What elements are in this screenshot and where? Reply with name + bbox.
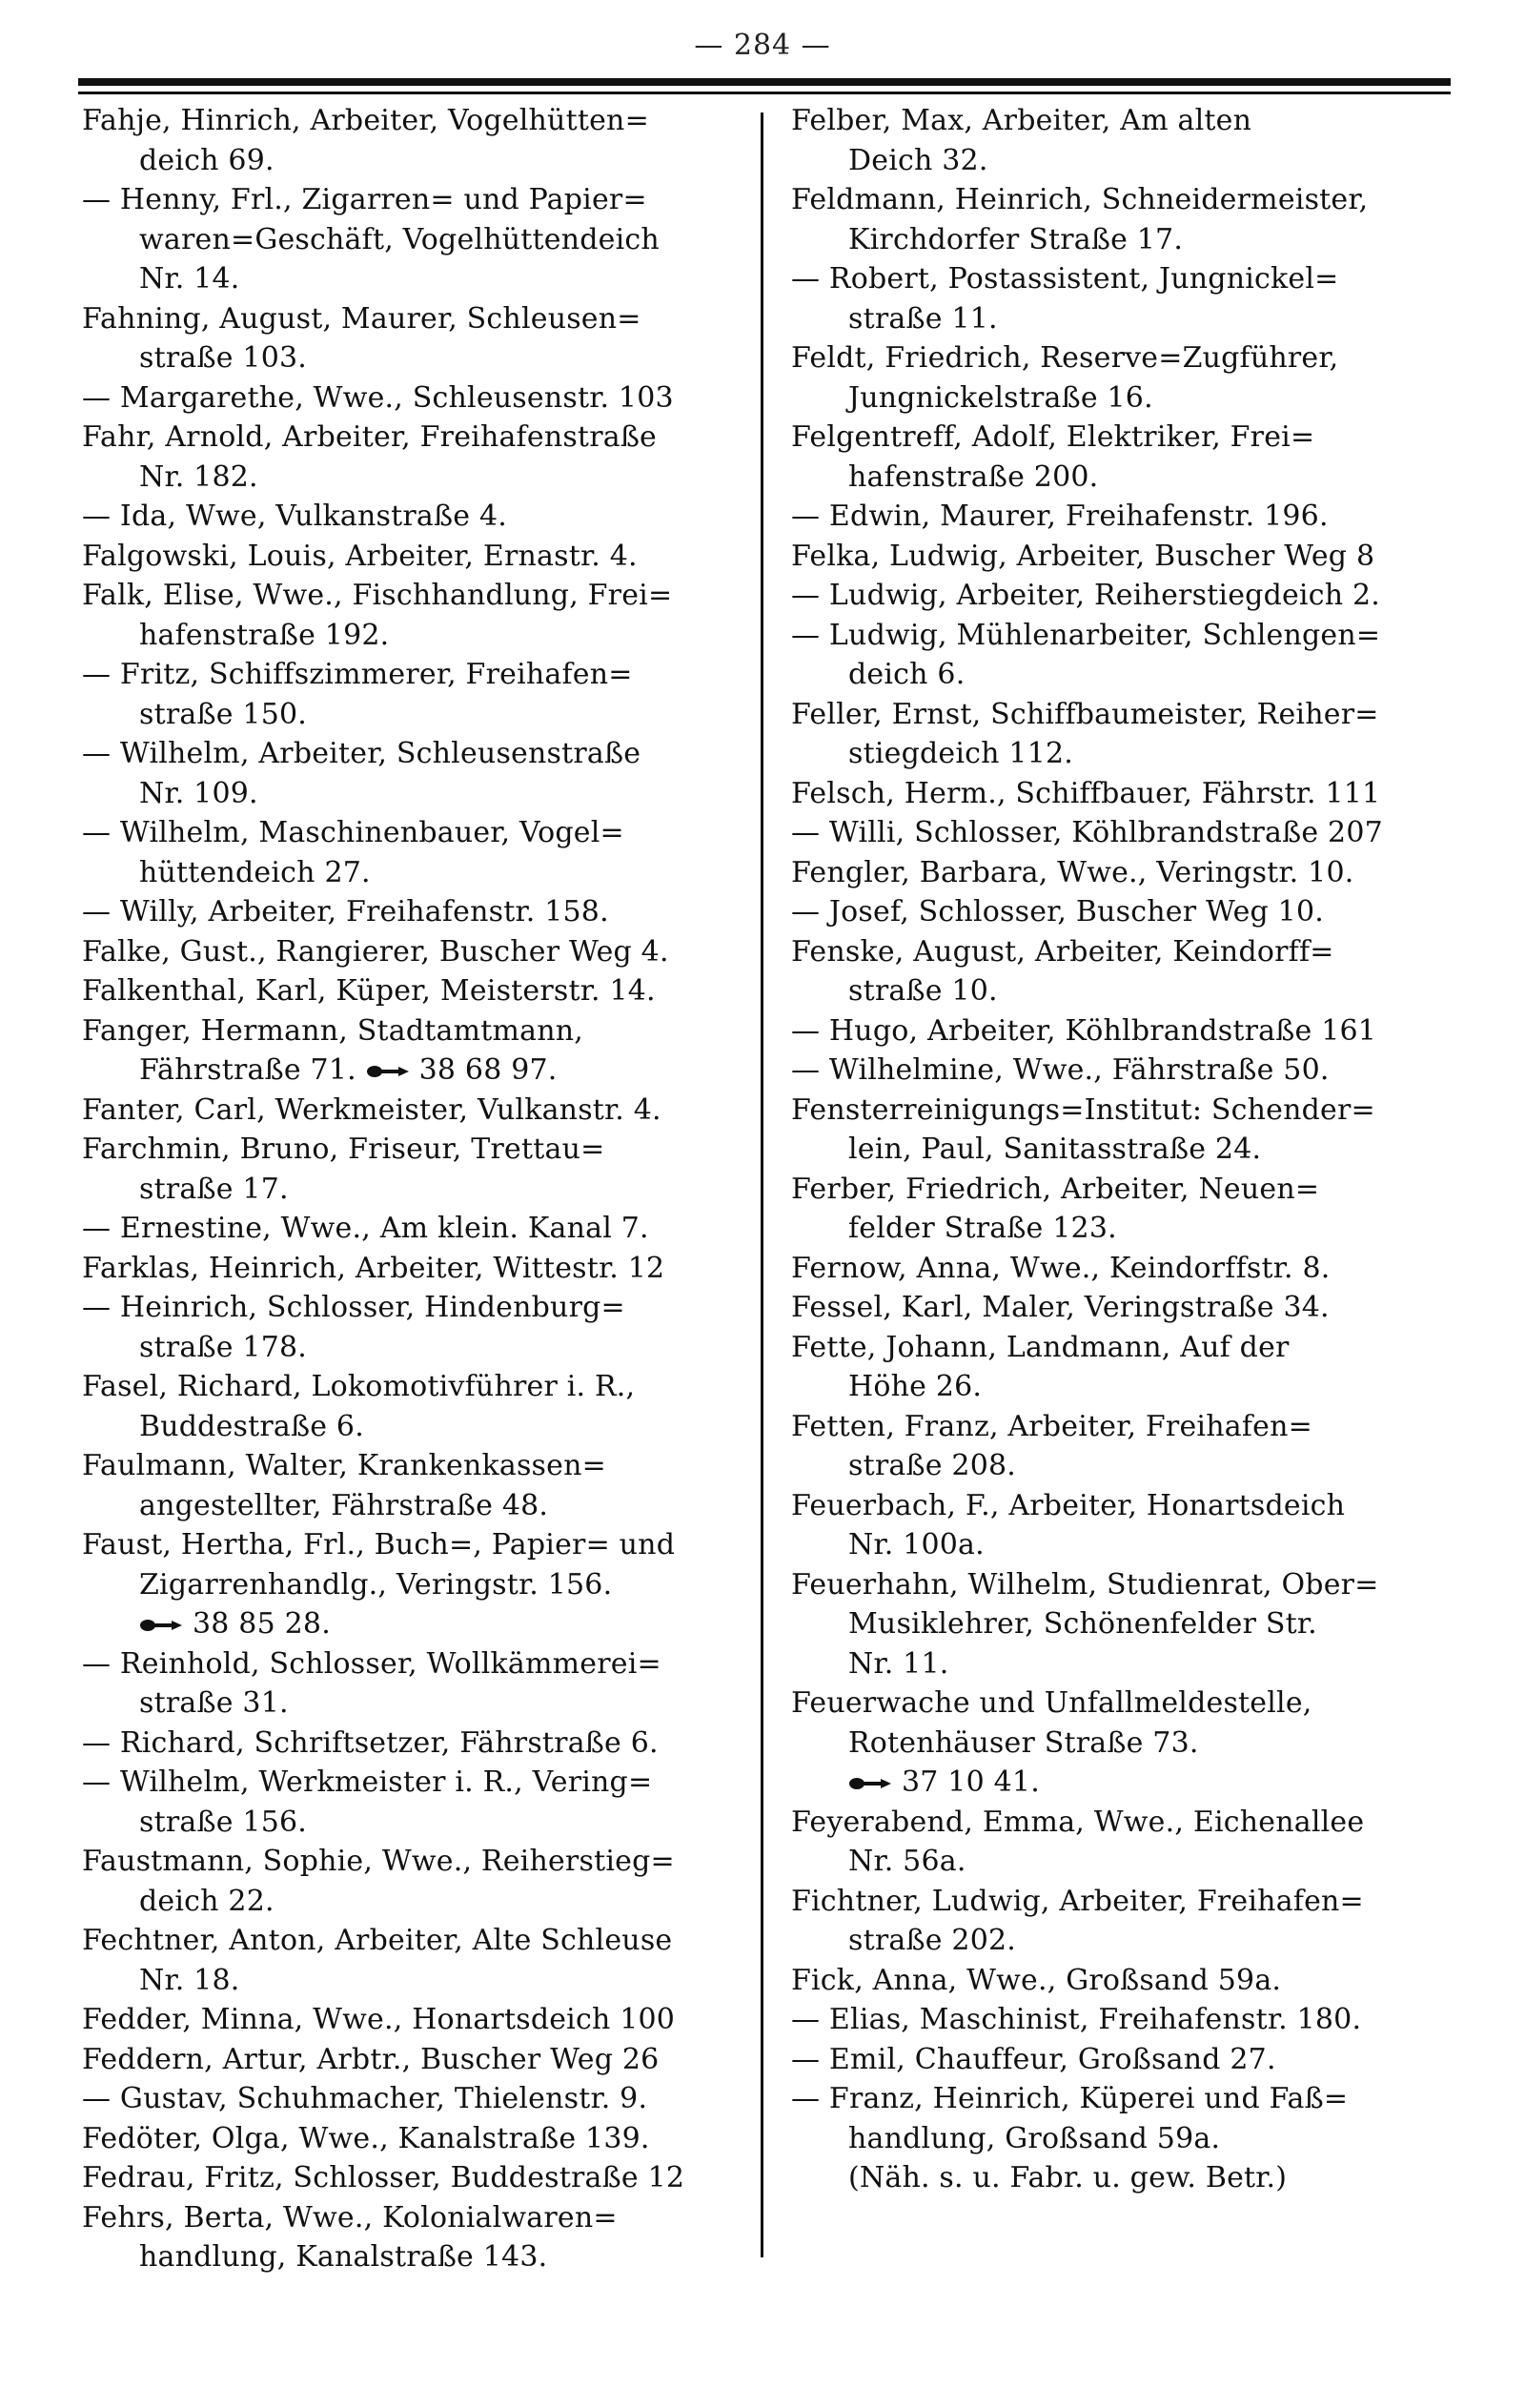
entry-line: Fedrau, Fritz, Schlosser, Buddestraße 12 (82, 2161, 685, 2194)
entry-line: Fessel, Karl, Maler, Veringstraße 34. (791, 1291, 1330, 1324)
directory-entry (82, 1842, 749, 1921)
entry-line: Fahje, Hinrich, Arbeiter, Vogelhütten= (82, 104, 649, 137)
directory-entry (82, 1209, 749, 1249)
directory-entry (82, 418, 749, 497)
entry-line: Farklas, Heinrich, Arbeiter, Wittestr. 12 (82, 1251, 665, 1285)
entry-line: Ferber, Friedrich, Arbeiter, Neuen= (791, 1172, 1320, 1206)
entry-line: — Hugo, Arbeiter, Köhlbrandstraße 161 (791, 1013, 1377, 1048)
entry-line: Fichtner, Ludwig, Arbeiter, Freihafen= (791, 1884, 1364, 1918)
entry-line: Fenske, August, Arbeiter, Keindorff= (791, 934, 1334, 969)
directory-entry (82, 2198, 749, 2277)
phone-number: 37 10 41. (902, 1765, 1040, 1799)
entry-line: — Franz, Heinrich, Küperei und Faß= (791, 2082, 1349, 2115)
entry-line: — Heinrich, Schlosser, Hindenburg= (82, 1291, 625, 1324)
entry-line: — Willy, Arbeiter, Freihafenstr. 158. (82, 895, 609, 929)
entry-line: Faulmann, Walter, Krankenkassen= (82, 1449, 606, 1482)
directory-entry (791, 576, 1458, 616)
entry-line: — Margarethe, Wwe., Schleusenstr. 103 (82, 380, 674, 415)
directory-entry (791, 774, 1458, 814)
entry-line: Fette, Johann, Landmann, Auf der (791, 1330, 1290, 1364)
directory-entry (791, 1288, 1458, 1328)
directory-entry (82, 1644, 749, 1724)
entry-line: — Elias, Maschinist, Freihafenstr. 180. (791, 2003, 1362, 2036)
directory-entry (82, 1724, 749, 1764)
directory-entry (82, 1011, 749, 1091)
entry-line: Felgentreff, Adolf, Elektriker, Frei= (791, 420, 1315, 454)
directory-entry (82, 932, 749, 972)
directory-entry (791, 418, 1458, 497)
directory-entry (82, 813, 749, 892)
directory-entry (791, 1011, 1458, 1051)
telephone-icon (848, 1776, 892, 1791)
entry-line: straße 11. (848, 301, 998, 336)
entry-line: Feyerabend, Emma, Wwe., Eichenallee (791, 1805, 1365, 1839)
directory-entry (791, 2040, 1458, 2080)
entry-line: Fernow, Anna, Wwe., Keindorffstr. 8. (791, 1251, 1331, 1285)
entry-line: — Gustav, Schuhmacher, Thielenstr. 9. (82, 2082, 648, 2115)
directory-entry (82, 1367, 749, 1446)
entry-line: straße 150. (139, 697, 308, 731)
entry-line: Faustmann, Sophie, Wwe., Reiherstieg= (82, 1845, 675, 1878)
directory-entry (82, 734, 749, 813)
entry-line: Deich 32. (848, 143, 988, 177)
entry-line: Feddern, Artur, Arbtr., Buscher Weg 26 (82, 2042, 660, 2076)
directory-entry (791, 497, 1458, 537)
entry-line: straße 208. (848, 1449, 1017, 1482)
directory-entry (82, 1921, 749, 2000)
entry-line: straße 156. (139, 1805, 308, 1839)
entry-line: hafenstraße 192. (139, 618, 390, 652)
entry-line: Nr. 11. (848, 1646, 949, 1681)
directory-entry (82, 180, 749, 299)
entry-line: Fanger, Hermann, Stadtamtmann, (82, 1013, 584, 1048)
entry-line: — Robert, Postassistent, Jungnickel= (791, 262, 1339, 296)
directory-entry (791, 1684, 1458, 1803)
entry-line: straße 17. (139, 1172, 289, 1206)
entry-line: deich 6. (848, 658, 966, 691)
directory-entry (82, 1130, 749, 1209)
entry-line: waren=Geschäft, Vogelhüttendeich (139, 222, 660, 256)
phone-number: 38 85 28. (193, 1607, 331, 1641)
entry-line: Felka, Ludwig, Arbeiter, Buscher Weg 8 (791, 539, 1375, 573)
directory-entry (791, 853, 1458, 893)
entry-line: Nr. 56a. (848, 1845, 966, 1878)
entry-line: — Ida, Wwe, Vulkanstraße 4. (82, 500, 507, 533)
column-divider (761, 112, 763, 2257)
entry-line: Fährstraße 71. (139, 1053, 366, 1087)
phone-number: 38 68 97. (418, 1053, 558, 1087)
directory-entry (82, 655, 749, 734)
entry-line: angestellter, Fährstraße 48. (139, 1488, 549, 1522)
directory-entry (791, 101, 1458, 180)
entry-line: Falgowski, Louis, Arbeiter, Ernastr. 4. (82, 539, 638, 573)
entry-line: Höhe 26. (848, 1370, 983, 1403)
directory-entry (791, 1803, 1458, 1882)
entry-line: hafenstraße 200. (848, 459, 1099, 494)
entry-line: — Wilhelm, Arbeiter, Schleusenstraße (82, 737, 641, 770)
directory-entry (791, 1961, 1458, 2001)
entry-line: — Josef, Schlosser, Buscher Weg 10. (791, 895, 1324, 929)
entry-line: straße 10. (848, 974, 998, 1008)
entry-line: handlung, Kanalstraße 143. (139, 2240, 548, 2274)
directory-entry (82, 892, 749, 932)
entry-line: Feller, Ernst, Schiffbaumeister, Reiher= (791, 697, 1379, 731)
entry-line: — Emil, Chauffeur, Großsand 27. (791, 2042, 1276, 2076)
entry-line: straße 103. (139, 341, 308, 375)
entry-line: Jungnickelstraße 16. (848, 380, 1153, 415)
entry-line: straße 178. (139, 1330, 308, 1364)
header-rule-thin (78, 92, 1451, 94)
entry-line: lein, Paul, Sanitasstraße 24. (848, 1133, 1262, 1166)
entry-line: — Ludwig, Mühlenarbeiter, Schlengen= (791, 618, 1381, 652)
entry-line: Felsch, Herm., Schiffbauer, Fährstr. 111 (791, 776, 1381, 810)
entry-line: felder Straße 123. (848, 1212, 1117, 1245)
entry-line: straße 31. (139, 1686, 289, 1720)
entry-line: Fahning, August, Maurer, Schleusen= (82, 301, 641, 336)
directory-entry (791, 1091, 1458, 1170)
entry-line: Kirchdorfer Straße 17. (848, 222, 1184, 256)
entry-line: Fechtner, Anton, Arbeiter, Alte Schleuse (82, 1924, 673, 1957)
entry-line: — Wilhelm, Maschinenbauer, Vogel= (82, 816, 624, 849)
entry-line: Fedder, Minna, Wwe., Honartsdeich 100 (82, 2003, 676, 2036)
entry-line: stiegdeich 112. (848, 737, 1074, 770)
directory-entry (82, 537, 749, 577)
directory-entry (82, 101, 749, 180)
directory-entry (791, 180, 1458, 259)
directory-entry (791, 892, 1458, 932)
entry-line: Feldt, Friedrich, Reserve=Zugführer, (791, 341, 1339, 375)
entry-line: — Richard, Schriftsetzer, Fährstraße 6. (82, 1725, 659, 1760)
directory-entry (82, 1525, 749, 1644)
directory-entry (791, 932, 1458, 1011)
entry-line: Feuerbach, F., Arbeiter, Honartsdeich (791, 1488, 1346, 1522)
directory-entry (791, 537, 1458, 577)
directory-entry (82, 2000, 749, 2040)
entry-line: Nr. 18. (139, 1963, 240, 1997)
entry-line: — Fritz, Schiffszimmerer, Freihafen= (82, 658, 633, 691)
entry-line: Fedöter, Olga, Wwe., Kanalstraße 139. (82, 2121, 650, 2155)
entry-line: deich 22. (139, 1884, 274, 1918)
directory-entry (791, 338, 1458, 418)
entry-line: Buddestraße 6. (139, 1409, 364, 1443)
entry-line: Nr. 182. (139, 459, 258, 494)
directory-entry (82, 2040, 749, 2080)
entry-line: Musiklehrer, Schönenfelder Str. (848, 1607, 1317, 1641)
entry-line: Farchmin, Bruno, Friseur, Trettau= (82, 1133, 605, 1166)
directory-entry (82, 1446, 749, 1525)
directory-entry (791, 1170, 1458, 1249)
entry-line: — Ernestine, Wwe., Am klein. Kanal 7. (82, 1212, 649, 1245)
entry-line: — Willi, Schlosser, Köhlbrandstraße 207 (791, 816, 1383, 849)
entry-line: Fahr, Arnold, Arbeiter, Freihafenstraße (82, 420, 658, 454)
entry-line: Fengler, Barbara, Wwe., Veringstr. 10. (791, 855, 1354, 889)
telephone-icon (139, 1618, 183, 1633)
entry-line: Felber, Max, Arbeiter, Am alten (791, 104, 1252, 137)
entry-line: Falkenthal, Karl, Küper, Meisterstr. 14. (82, 974, 656, 1008)
directory-entry (82, 1763, 749, 1842)
directory-entry (791, 2079, 1458, 2198)
entry-line: Feldmann, Heinrich, Schneidermeister, (791, 183, 1369, 216)
directory-entry (791, 1249, 1458, 1289)
directory-entry (82, 576, 749, 655)
directory-entry (82, 378, 749, 418)
entry-line: Nr. 100a. (848, 1528, 985, 1561)
entry-line: — Wilhelmine, Wwe., Fährstraße 50. (791, 1053, 1330, 1087)
entry-line: Nr. 109. (139, 776, 258, 810)
entry-line: Fehrs, Berta, Wwe., Kolonialwaren= (82, 2200, 618, 2235)
directory-entry (82, 1288, 749, 1367)
entry-line: Feuerwache und Unfallmeldestelle, (791, 1686, 1312, 1720)
directory-entry (791, 1051, 1458, 1091)
entry-line: — Ludwig, Arbeiter, Reiherstiegdeich 2. (791, 579, 1381, 612)
directory-entry (791, 1565, 1458, 1684)
entry-line: — Henny, Frl., Zigarren= und Papier= (82, 183, 647, 216)
directory-entry (82, 299, 749, 378)
entry-line: handlung, Großsand 59a. (848, 2121, 1221, 2155)
directory-entry (791, 813, 1458, 853)
directory-entry (791, 1486, 1458, 1565)
entry-line: deich 69. (139, 143, 274, 177)
directory-entry (82, 2119, 749, 2159)
entry-line: Rotenhäuser Straße 73. (848, 1725, 1199, 1760)
entry-line: Fetten, Franz, Arbeiter, Freihafen= (791, 1409, 1312, 1443)
header-rule-thick (78, 78, 1451, 86)
right-column (791, 101, 1458, 2198)
entry-line: hüttendeich 27. (139, 855, 371, 889)
entry-line: Feuerhahn, Wilhelm, Studienrat, Ober= (791, 1567, 1379, 1602)
page-number: — 284 — (694, 29, 831, 62)
entry-line: — Reinhold, Schlosser, Wollkämmerei= (82, 1646, 661, 1681)
entry-line: Nr. 14. (139, 262, 240, 296)
directory-entry (82, 2158, 749, 2198)
entry-line: (Näh. s. u. Fabr. u. gew. Betr.) (848, 2161, 1288, 2194)
directory-entry (791, 1328, 1458, 1407)
entry-line: Fick, Anna, Wwe., Großsand 59a. (791, 1963, 1282, 1997)
directory-entry (791, 2000, 1458, 2040)
entry-line: — Edwin, Maurer, Freihafenstr. 196. (791, 500, 1329, 533)
left-column (82, 101, 749, 2277)
entry-line: Fanter, Carl, Werkmeister, Vulkanstr. 4. (82, 1092, 661, 1127)
directory-entry (791, 1882, 1458, 1961)
entry-line: — Wilhelm, Werkmeister i. R., Vering= (82, 1765, 653, 1799)
directory-entry (791, 695, 1458, 774)
entry-line: Faust, Hertha, Frl., Buch=, Papier= und (82, 1528, 676, 1561)
directory-entry (82, 2079, 749, 2119)
directory-entry (82, 971, 749, 1011)
entry-line: straße 202. (848, 1924, 1017, 1957)
entry-line: Fensterreinigungs=Institut: Schender= (791, 1092, 1375, 1127)
directory-entry (791, 616, 1458, 695)
entry-line: Zigarrenhandlg., Veringstr. 156. (139, 1567, 613, 1602)
directory-entry (791, 259, 1458, 338)
telephone-icon (366, 1064, 410, 1079)
directory-entry (82, 1249, 749, 1289)
directory-entry (82, 1091, 749, 1131)
entry-line: Falk, Elise, Wwe., Fischhandlung, Frei= (82, 579, 673, 612)
directory-entry (82, 497, 749, 537)
entry-line: Fasel, Richard, Lokomotivführer i. R., (82, 1370, 636, 1403)
entry-line: Falke, Gust., Rangierer, Buscher Weg 4. (82, 934, 669, 969)
directory-entry (791, 1407, 1458, 1486)
